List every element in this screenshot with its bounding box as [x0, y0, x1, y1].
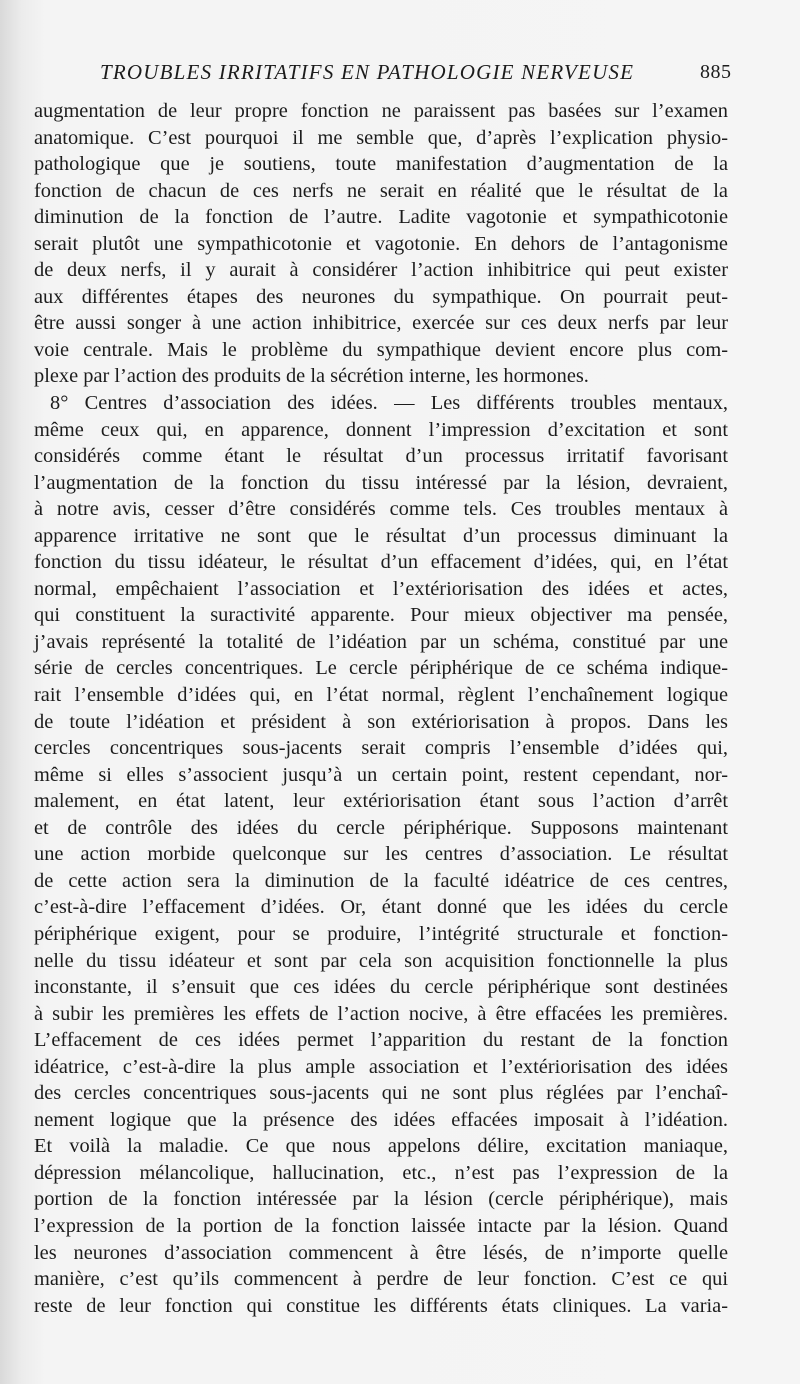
text-line: l’expression de la portion de la fonction laissée intacte par la lésion. Quand — [34, 1214, 728, 1237]
text-line: normal, empêchaient l’association et l’extériorisation des idées et actes, — [34, 577, 728, 600]
text-line: rait l’ensemble d’idées qui, en l’état normal, règlent l’enchaînement logique — [34, 684, 728, 707]
text-line: aux différentes étapes des neurones du sympathique. On pourrait peut- — [34, 285, 728, 308]
text-line: pathologique que je soutiens, toute manifestation d’augmentation de la — [34, 153, 728, 176]
text-line: nement logique que la présence des idées effacées imposait à l’idéation. — [34, 1108, 728, 1131]
text-line: et de contrôle des idées du cercle périphérique. Supposons maintenant — [34, 816, 728, 839]
text-line: apparence irritative ne sont que le résultat d’un processus diminuant la — [34, 524, 728, 547]
text-line: fonction de chacun de ces nerfs ne serait en réalité que le résultat de la — [34, 179, 728, 202]
text-line: de cette action sera la diminution de la faculté idéatrice de ces centres, — [34, 869, 728, 892]
text-line: l’augmentation de la fonction du tissu intéressé par la lésion, devraient, — [34, 471, 728, 494]
text-line: nelle du tissu idéateur et sont par cela son acquisition fonctionnelle la plus — [34, 949, 728, 972]
text-line: à subir les premières les effets de l’action nocive, à être effacées les premières. — [34, 1002, 728, 1025]
text-line: des cercles concentriques sous-jacents qui ne sont plus réglées par l’enchaî- — [34, 1082, 728, 1105]
running-title: TROUBLES IRRITATIFS EN PATHOLOGIE NERVEUSE — [100, 60, 635, 84]
text-line: à notre avis, cesser d’être considérés comme tels. Ces troubles mentaux à — [34, 498, 728, 521]
text-line: reste de leur fonction qui constitue les différents états cliniques. La varia- — [34, 1294, 728, 1317]
text-line: les neurones d’association commencent à être lésés, de n’importe quelle — [34, 1241, 728, 1264]
text-line: de toute l’idéation et président à son extériorisation à propos. Dans les — [34, 710, 728, 733]
text-line: cercles concentriques sous-jacents serait compris l’ensemble d’idées qui, — [34, 737, 728, 760]
text-line: augmentation de leur propre fonction ne paraissent pas basées sur l’examen — [34, 100, 728, 122]
body-text — [34, 98, 728, 1319]
text-line: même si elles s’associent jusqu’à un certain point, restent cependant, nor- — [34, 763, 728, 786]
text-line: L’effacement de ces idées permet l’apparition du restant de la fonction — [34, 1029, 728, 1052]
text-line: voie centrale. Mais le problème du sympathique devient encore plus com- — [34, 338, 728, 361]
text-line: série de cercles concentriques. Le cercle périphérique de ce schéma indique- — [34, 657, 728, 680]
text-line: une action morbide quelconque sur les centres d’association. Le résultat — [34, 843, 728, 866]
text-line: j’avais représenté la totalité de l’idéation par un schéma, constitué par une — [34, 630, 728, 653]
section-heading-line: 8° Centres d’association des idées. — Les différents troubles mentaux, — [50, 392, 728, 415]
text-line: être aussi songer à une action inhibitrice, exercée sur ces deux nerfs par leur — [34, 312, 728, 335]
text-line: diminution de la fonction de l’autre. Ladite vagotonie et sympathicotonie — [34, 206, 728, 229]
paragraph-end-line: plexe par l’action des produits de la sécrétion interne, les hormones. — [34, 365, 589, 388]
text-line: manière, c’est qu’ils commencent à perdre de leur fonction. C’est ce qui — [34, 1268, 728, 1291]
text-line: Et voilà la maladie. Ce que nous appelons délire, excitation maniaque, — [34, 1135, 728, 1158]
text-line: fonction du tissu idéateur, le résultat d’un effacement d’idées, qui, en l’état — [34, 551, 728, 574]
text-line: de deux nerfs, il y aurait à considérer l’action inhibitrice qui peut exister — [34, 259, 728, 282]
text-line: qui constituent la suractivité apparente. Pour mieux objectiver ma pensée, — [34, 604, 728, 627]
text-line: considérés comme étant le résultat d’un processus irritatif favorisant — [34, 445, 728, 468]
text-line: serait plutôt une sympathicotonie et vagotonie. En dehors de l’antagonisme — [34, 232, 728, 255]
text-line: dépression mélancolique, hallucination, etc., n’est pas l’expression de la — [34, 1161, 728, 1184]
text-line: idéatrice, c’est-à-dire la plus ample association et l’extériorisation des idées — [34, 1055, 728, 1078]
text-line: périphérique exigent, pour se produire, l’intégrité structurale et fonction- — [34, 922, 728, 945]
text-line: même ceux qui, en apparence, donnent l’impression d’excitation et sont — [34, 418, 728, 441]
text-line: c’est-à-dire l’effacement d’idées. Or, étant donné que les idées du cercle — [34, 896, 728, 919]
text-line: portion de la fonction intéressée par la lésion (cercle périphérique), mais — [34, 1188, 728, 1211]
page-number: 885 — [700, 61, 732, 83]
text-line: malement, en état latent, leur extériorisation étant sous l’action d’arrêt — [34, 790, 728, 813]
text-line: anatomique. C’est pourquoi il me semble que, d’après l’explication physio- — [34, 126, 728, 149]
text-line: inconstante, il s’ensuit que ces idées du cercle périphérique sont destinées — [34, 976, 728, 999]
